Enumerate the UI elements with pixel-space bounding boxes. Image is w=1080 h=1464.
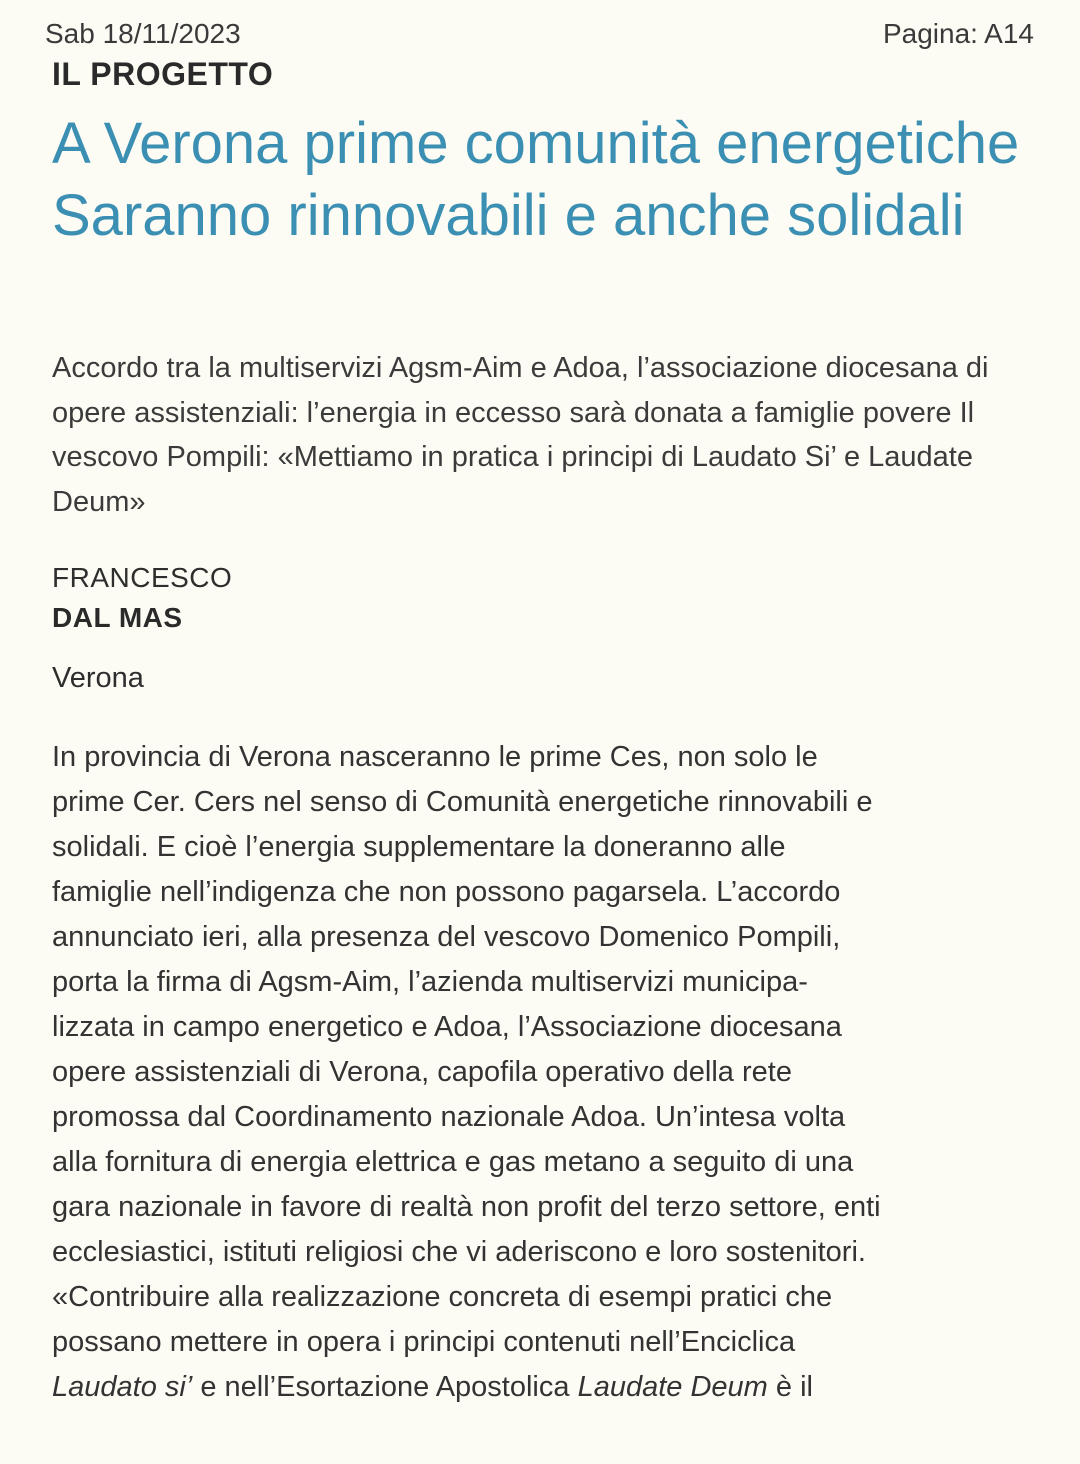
page-header [45, 18, 1034, 50]
body-line-fragment: e nell’Esortazione Apostolica [192, 1371, 578, 1403]
article-kicker: IL PROGETTO [52, 56, 274, 92]
article-body [52, 735, 1037, 1410]
body-line: opere assistenziali di Verona, capofila operativo della rete [52, 1056, 792, 1088]
page-number: Pagina: A14 [882, 18, 1034, 49]
body-line: solidali. E cioè l’energia supplementare la doneranno alle [52, 831, 786, 863]
author-first-name: FRANCESCO [52, 562, 233, 593]
article-headline: A Verona prime comunità energetiche Saranno rinnovabili e anche solidali [52, 111, 1020, 248]
encyclical-title: Laudato si’ [52, 1371, 193, 1403]
body-line: alla fornitura di energia elettrica e gas metano a seguito di una [52, 1146, 854, 1178]
body-line: possano mettere in opera i principi contenuti nell’Enciclica [52, 1326, 796, 1358]
body-line: lizzata in campo energetico e Adoa, l’Associazione diocesana [52, 1011, 842, 1043]
body-line: gara nazionale in favore di realtà non profit del terzo settore, enti [52, 1191, 881, 1223]
dateline-place: Verona [52, 662, 144, 694]
exhortation-title: Laudate Deum [577, 1371, 768, 1403]
body-line: annunciato ieri, alla presenza del vescovo Domenico Pompili, [52, 921, 841, 953]
article-subhead: Accordo tra la multiservizi Agsm-Aim e Adoa, l’associazione diocesana di opere assistenziali: l’energia in eccesso sarà donata a famiglie povere Il vescovo Pompili: «Mettiamo in pratica i principi di Laudato Si’ e Laudate Deum» [52, 352, 989, 518]
body-line: prime Cer. Cers nel senso di Comunità energetiche rinnovabili e [52, 786, 873, 818]
body-line: In provincia di Verona nasceranno le prime Ces, non solo le [52, 741, 818, 773]
body-line: famiglie nell’indigenza che non possono pagarsela. L’accordo [52, 876, 841, 908]
body-line-last [52, 1365, 1037, 1410]
body-line-fragment: è il [767, 1371, 813, 1403]
publication-date: Sab 18/11/2023 [45, 18, 241, 49]
body-line: porta la firma di Agsm-Aim, l’azienda multiservizi municipa- [52, 966, 808, 998]
author-last-name: DAL MAS [52, 602, 183, 633]
body-line: promossa dal Coordinamento nazionale Adoa. Un’intesa volta [52, 1101, 846, 1133]
body-line: ecclesiastici, istituti religiosi che vi aderiscono e loro sostenitori. [52, 1236, 866, 1268]
body-line: «Contribuire alla realizzazione concreta di esempi pratici che [52, 1281, 833, 1313]
